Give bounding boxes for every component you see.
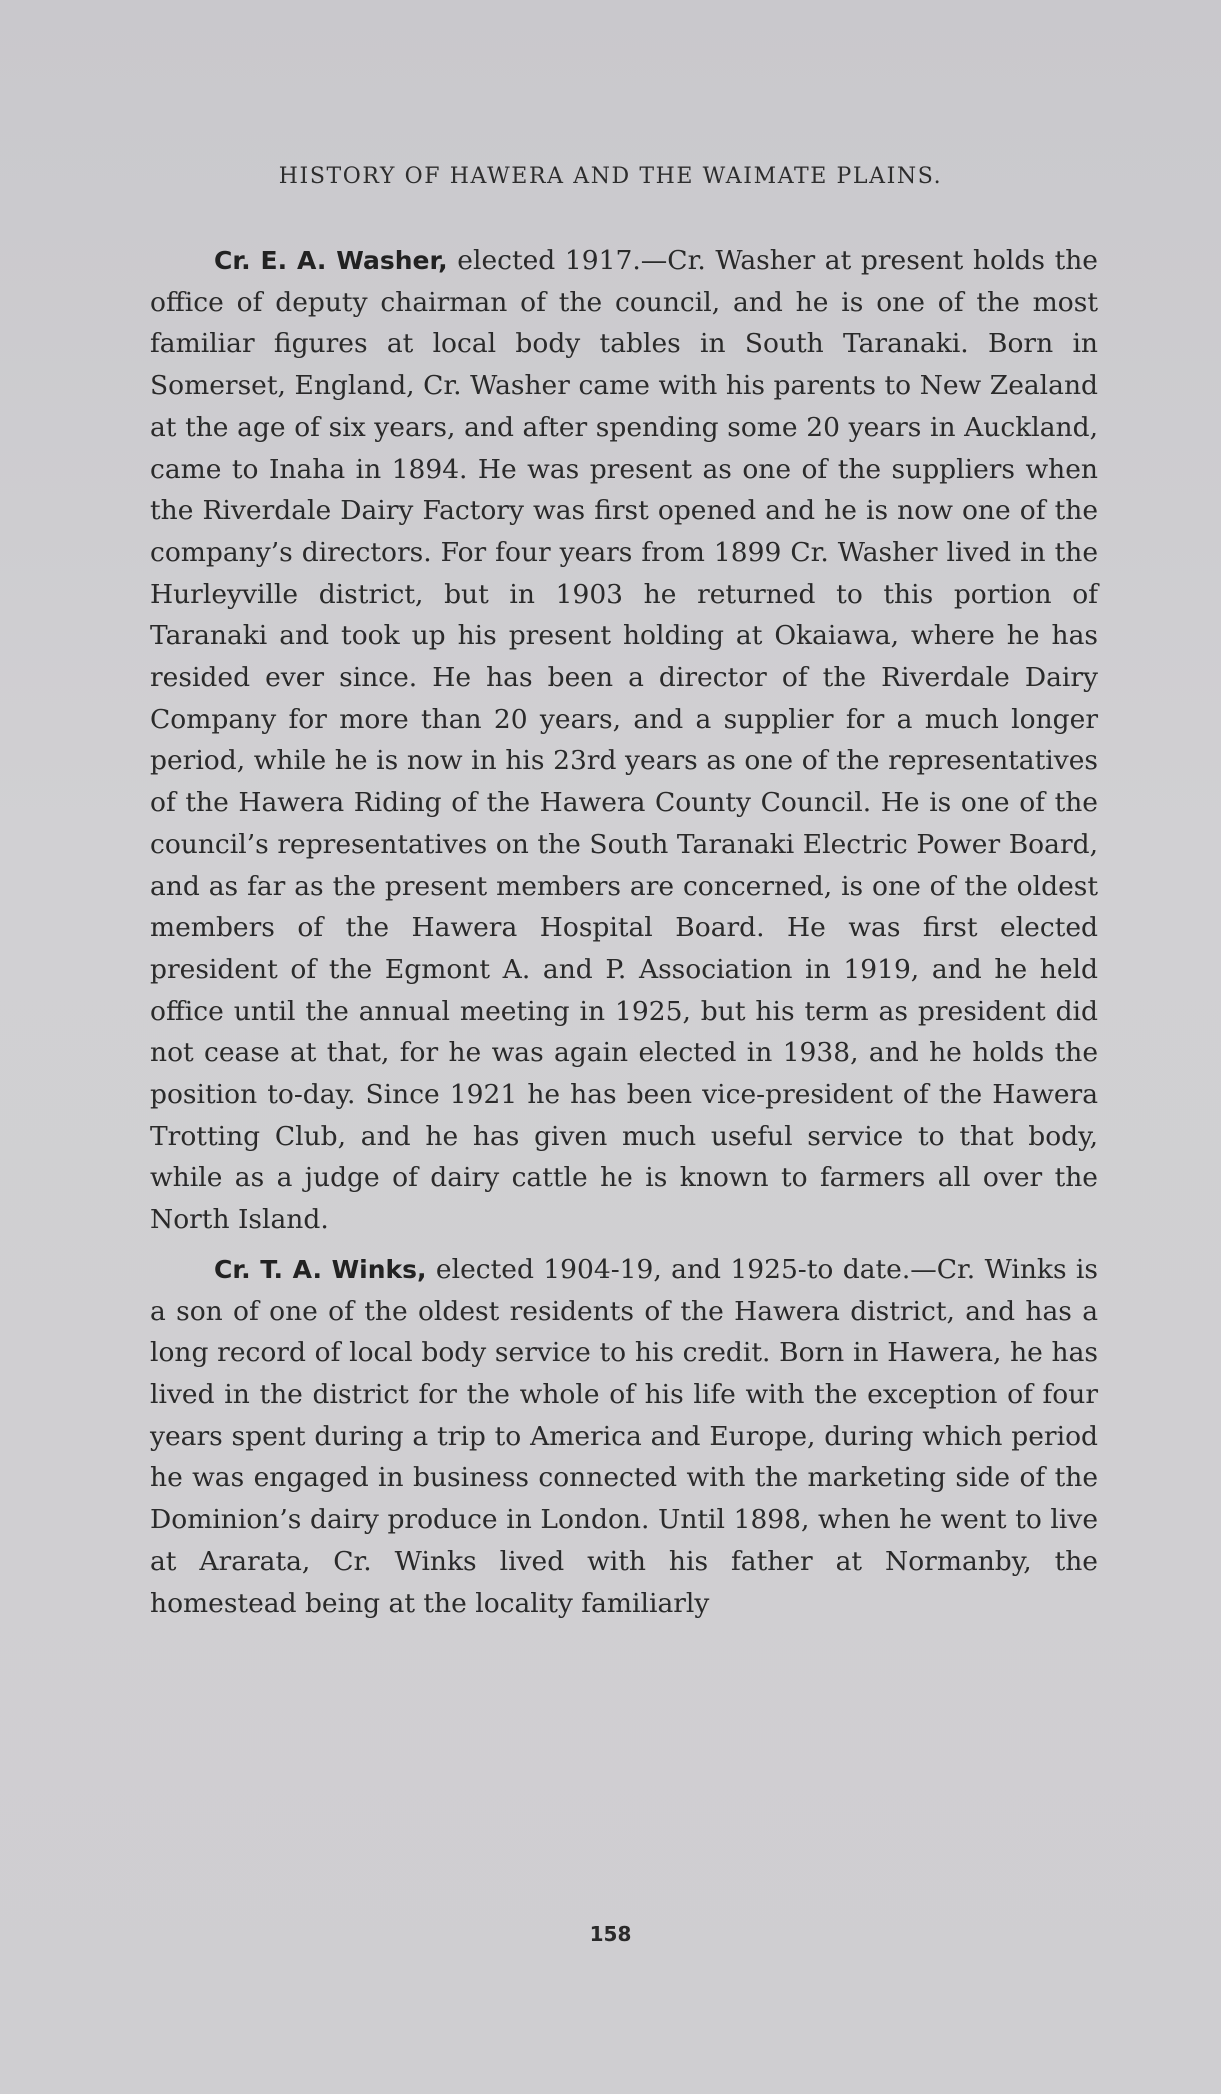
- councillor-name: Cr. E. A. Washer,: [214, 246, 448, 275]
- councillor-name: Cr. T. A. Winks,: [214, 1254, 427, 1284]
- paragraph-washer: [150, 240, 1098, 1241]
- paragraph-text: elected 1917.—Cr. Washer at present holds the office of deputy chairman of the council, and he is one of the most familiar figures at local body tables in South Taranaki. Born in Somerset, England, Cr. Washer came with his parents to New Zealand at the age of six years, and after spending some 20 years in Auckland, came to Inaha in 1894. He was present as one of the suppliers when the Riverdale Dairy Factory was first opened and he is now one of the company’s directors. For four years from 1899 Cr. Washer lived in the Hurleyville district, but in 1903 he returned to this portion of Taranaki and took up his present holding at Okaiawa, where he has resided ever since. He has been a director of the Riverdale Dairy Company for more than 20 years, and a supplier for a much longer period, while he is now in his 23rd years as one of the representatives of the Hawera Riding of the Hawera County Council. He is one of the council’s representatives on the South Taranaki Electric Power Board, and as far as the present members are concerned, is one of the oldest members of the Hawera Hospital Board. He was first elected president of the Egmont A. and P. Association in 1919, and he held office until the annual meeting in 1925, but his term as president did not cease at that, for he was again elected in 1938, and he holds the position to-day. Since 1921 he has been vice-president of the Hawera Trotting Club, and he has given much useful service to that body, while as a judge of dairy cattle he is known to farmers all over the North Island.: [150, 245, 1098, 1236]
- paragraph-winks: [150, 1249, 1098, 1624]
- body-text: [150, 240, 1098, 1632]
- page-number: 158: [589, 1922, 632, 1946]
- running-head: HISTORY OF HAWERA AND THE WAIMATE PLAINS.: [278, 164, 943, 189]
- paragraph-text: elected 1904-19, and 1925-to date.—Cr. Winks is a son of one of the oldest residents of the Hawera district, and has a long record of local body service to his credit. Born in Hawera, he has lived in the district for the whole of his life with the exception of four years spent during a trip to America and Europe, during which period he was engaged in business connected with the marketing side of the Dominion’s dairy produce in London. Until 1898, when he went to live at Ararata, Cr. Winks lived with his father at Normanby, the homestead being at the locality familiarly: [150, 1253, 1098, 1619]
